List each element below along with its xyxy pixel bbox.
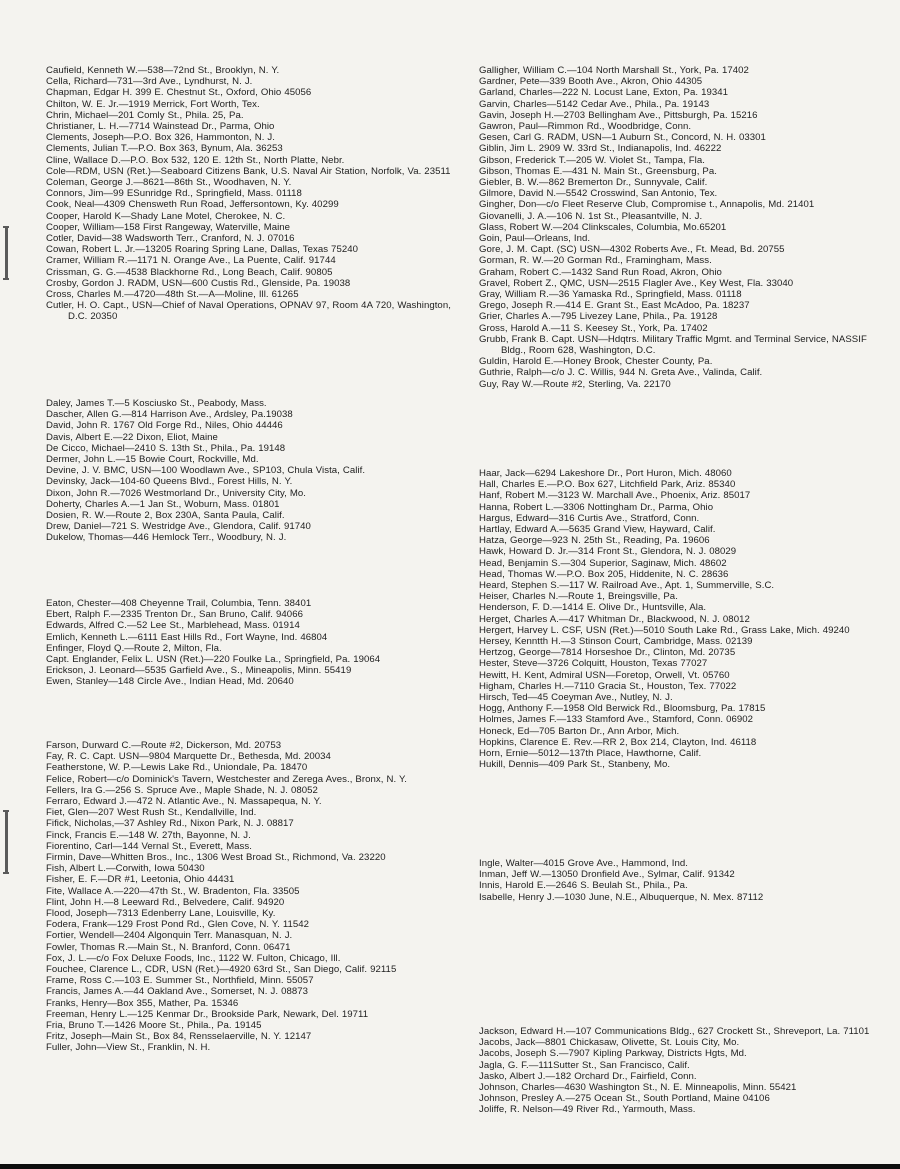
directory-entry: Emlich, Kenneth L.—6111 East Hills Rd., Fort Wayne, Ind. 46804 xyxy=(46,631,328,643)
directory-entry: Gawron, Paul—Rimmon Rd., Woodbridge, Conn. xyxy=(479,121,692,133)
directory-entry: Innis, Harold E.—2646 S. Beulah St., Phila., Pa. xyxy=(479,880,688,892)
directory-entry: Hukill, Dennis—409 Park St., Stanbeny, Mo. xyxy=(479,759,671,771)
binding-mark xyxy=(5,226,8,280)
directory-entry: Galligher, William C.—104 North Marshall St., York, Pa. 17402 xyxy=(479,65,749,76)
directory-entry: Guldin, Harold E.—Honey Brook, Chester County, Pa. xyxy=(479,356,713,368)
directory-entry: Enfinger, Floyd Q.—Route 2, Milton, Fla. xyxy=(46,642,222,654)
binding-mark xyxy=(5,810,8,874)
directory-entry: Ebert, Ralph F.—2335 Trenton Dr., San Bruno, Calif. 94066 xyxy=(46,609,303,621)
directory-entry: Hertzog, George—7814 Horseshoe Dr., Clinton, Md. 20735 xyxy=(479,647,736,659)
directory-entry: Felice, Robert—c/o Dominick's Tavern, Westchester and Zerega Aves., Bronx, N. Y. xyxy=(46,773,407,785)
directory-entry: Fite, Wallace A.—220—47th St., W. Bradenton, Fla. 33505 xyxy=(46,885,300,897)
directory-entry: Hanna, Robert L.—3306 Nottingham Dr., Parma, Ohio xyxy=(479,501,714,513)
directory-entry: Freeman, Henry L.—125 Kenmar Dr., Brookside Park, Newark, Del. 19711 xyxy=(46,1008,369,1020)
directory-entry: Caufield, Kenneth W.—538—72nd St., Brooklyn, N. Y. xyxy=(46,65,280,76)
directory-entry: Guy, Ray W.—Route #2, Sterling, Va. 22170 xyxy=(479,378,671,390)
directory-group-h xyxy=(479,468,891,770)
page-bottom-edge xyxy=(0,1164,900,1169)
directory-entry: Hanf, Robert M.—3123 W. Marchall Ave., Phoenix, Ariz. 85017 xyxy=(479,490,751,502)
directory-entry: Joliffe, R. Nelson—49 River Rd., Yarmouth, Mass. xyxy=(479,1104,696,1116)
directory-entry: Cline, Wallace D.—P.O. Box 532, 120 E. 12th St., North Platte, Nebr. xyxy=(46,154,345,166)
directory-entry: Capt. Englander, Felix L. USN (Ret.)—220 Foulke La., Springfield, Pa. 19064 xyxy=(46,654,381,666)
directory-entry: Jagla, G. F.—111Sutter St., San Francisco, Calif. xyxy=(479,1059,690,1071)
directory-entry: Gardner, Pete—339 Booth Ave., Akron, Ohio 44305 xyxy=(479,76,703,88)
directory-entry: Giebler, B. W.—862 Bremerton Dr., Sunnyvale, Calif. xyxy=(479,177,708,189)
directory-group-d xyxy=(46,398,466,544)
directory-entry: Dermer, John L.—15 Bowie Court, Rockville, Md. xyxy=(46,454,259,466)
directory-entry: Devine, J. V. BMC, USN—100 Woodlawn Ave., SP103, Chula Vista, Calif. xyxy=(46,465,366,477)
directory-entry: Hopkins, Clarence E. Rev.—RR 2, Box 214, Clayton, Ind. 46118 xyxy=(479,736,757,748)
directory-entry: Farson, Durward C.—Route #2, Dickerson, Md. 20753 xyxy=(46,740,282,751)
directory-entry: Garvin, Charles—5142 Cedar Ave., Phila., Pa. 19143 xyxy=(479,98,710,110)
directory-entry: De Cicco, Michael—2410 S. 13th St., Phila., Pa. 19148 xyxy=(46,442,286,454)
directory-entry: Dascher, Allen G.—814 Harrison Ave., Ardsley, Pa.19038 xyxy=(46,409,293,421)
directory-entry: Cooper, William—158 First Rangeway, Waterville, Maine xyxy=(46,221,291,233)
directory-entry: Gross, Harold A.—11 S. Keesey St., York, Pa. 17402 xyxy=(479,322,708,334)
directory-entry: Ferraro, Edward J.—472 N. Atlantic Ave., N. Massapequa, N. Y. xyxy=(46,796,322,808)
directory-entry: Cross, Charles M.—4720—48th St.—A—Moline, Ill. 61265 xyxy=(46,289,299,301)
directory-entry: Daley, James T.—5 Kosciusko St., Peabody, Mass. xyxy=(46,398,267,409)
directory-entry: Frame, Ross C.—103 E. Summer St., Northfield, Minn. 55057 xyxy=(46,975,314,987)
directory-entry: Gavin, Joseph H.—2703 Bellingham Ave., Pittsburgh, Pa. 15216 xyxy=(479,109,758,121)
directory-entry: Fox, J. L.—c/o Fox Deluxe Foods, Inc., 1122 W. Fulton, Chicago, Ill. xyxy=(46,952,341,964)
directory-entry: Hester, Steve—3726 Colquitt, Houston, Texas 77027 xyxy=(479,658,708,670)
directory-entry: Grubb, Frank B. Capt. USN—Hdqtrs. Military Traffic Mgmt. and Terminal Service, NASSIF Bldg., Room 628, Washington, D.C. xyxy=(479,333,867,357)
directory-entry: Dixon, John R.—7026 Westmorland Dr., University City, Mo. xyxy=(46,487,306,499)
directory-entry: Connors, Jim—99 ESunridge Rd., Springfield, Mass. 01118 xyxy=(46,188,302,200)
directory-entry: Edwards, Alfred C.—52 Lee St., Marblehead, Mass. 01914 xyxy=(46,620,300,632)
directory-entry: Gravel, Robert Z., QMC, USN—2515 Flagler Ave., Key West, Fla. 33040 xyxy=(479,277,794,289)
directory-entry: Gibson, Thomas E.—431 N. Main St., Greensburg, Pa. xyxy=(479,165,717,177)
directory-entry: Fifick, Nicholas,—37 Ashley Rd., Nixon Park, N. J. 08817 xyxy=(46,818,294,830)
directory-entry: Fouchee, Clarence L., CDR, USN (Ret.)—4920 63rd St., San Diego, Calif. 92115 xyxy=(46,964,397,976)
directory-entry: Franks, Henry—Box 355, Mather, Pa. 15346 xyxy=(46,997,239,1009)
directory-entry: Giovanelli, J. A.—106 N. 1st St., Pleasantville, N. J. xyxy=(479,210,703,222)
directory-entry: Hersey, Kenntth H.—3 Stinson Court, Cambridge, Mass. 02139 xyxy=(479,636,753,648)
directory-entry: Ewen, Stanley—148 Circle Ave., Indian Head, Md. 20640 xyxy=(46,676,294,688)
directory-entry: Fellers, Ira G.—256 S. Spruce Ave., Maple Shade, N. J. 08052 xyxy=(46,784,318,796)
directory-entry: Cole—RDM, USN (Ret.)—Seaboard Citizens Bank, U.S. Naval Air Station, Norfolk, Va. 23511 xyxy=(46,165,451,177)
directory-entry: Chapman, Edgar H. 399 E. Chestnut St., Oxford, Ohio 45056 xyxy=(46,87,312,99)
directory-entry: Christianer, L. H.—7714 Wainstead Dr., Parma, Ohio xyxy=(46,121,275,133)
directory-entry: Francis, James A.—44 Oakland Ave., Somerset, N. J. 08873 xyxy=(46,986,309,998)
directory-entry: Dosien, R. W.—Route 2, Box 230A, Santa Paula, Calif. xyxy=(46,510,285,522)
directory-entry: Isabelle, Henry J.—1030 June, N.E., Albuquerque, N. Mex. 87112 xyxy=(479,891,764,903)
directory-entry: Hewitt, H. Kent, Admiral USN—Foretop, Orwell, Vt. 05760 xyxy=(479,669,730,681)
directory-entry: Firmin, Dave—Whitten Bros., Inc., 1306 West Broad St., Richmond, Va. 23220 xyxy=(46,852,386,864)
directory-entry: Johnson, Charles—4630 Washington St., N. E. Minneapolis, Minn. 55421 xyxy=(479,1082,797,1094)
directory-entry: Johnson, Presley A.—275 Ocean St., South Portland, Maine 04106 xyxy=(479,1093,770,1105)
directory-entry: Eaton, Chester—408 Cheyenne Trail, Columbia, Tenn. 38401 xyxy=(46,598,312,609)
directory-entry: Heiser, Charles N.—Route 1, Breingsville, Pa. xyxy=(479,591,678,603)
directory-entry: Hall, Charles E.—P.O. Box 627, Litchfield Park, Ariz. 85340 xyxy=(479,479,736,491)
directory-group-e xyxy=(46,598,466,688)
directory-entry: Featherstone, W. P.—Lewis Lake Rd., Uniondale, Pa. 18470 xyxy=(46,762,308,774)
directory-entry: Fisher, E. F.—DR #1, Leetonia, Ohio 44431 xyxy=(46,874,235,886)
directory-entry: Inman, Jeff W.—13050 Dronfield Ave., Sylmar, Calif. 91342 xyxy=(479,869,735,881)
directory-entry: Gray, William R.—36 Yamaska Rd., Springfield, Mass. 01118 xyxy=(479,289,742,301)
directory-entry: Ingle, Walter—4015 Grove Ave., Hammond, Ind. xyxy=(479,858,688,869)
directory-entry: Glass, Robert W.—204 Clinkscales, Columbia, Mo.65201 xyxy=(479,221,727,233)
directory-entry: Crissman, G. G.—4538 Blackhorne Rd., Long Beach, Calif. 90805 xyxy=(46,266,333,278)
directory-entry: Gesen, Carl G. RADM, USN—1 Auburn St., Concord, N. H. 03301 xyxy=(479,132,766,144)
directory-entry: Jacobs, Joseph S.—7907 Kipling Parkway, Districts Hgts, Md. xyxy=(479,1048,747,1060)
directory-entry: Fowler, Thomas R.—Main St., N. Branford, Conn. 06471 xyxy=(46,941,291,953)
directory-entry: Giblin, Jim L. 2909 W. 33rd St., Indianapolis, Ind. 46222 xyxy=(479,143,722,155)
directory-entry: Hogg, Anthony F.—1958 Old Berwick Rd., Bloomsburg, Pa. 17815 xyxy=(479,703,766,715)
directory-entry: Holmes, James F.—133 Stamford Ave., Stamford, Conn. 06902 xyxy=(479,714,754,726)
directory-entry: Fish, Albert L.—Corwith, Iowa 50430 xyxy=(46,863,205,875)
directory-entry: Heard, Stephen S.—117 W. Railroad Ave., Apt. 1, Summerville, S.C. xyxy=(479,580,775,592)
directory-entry: Crosby, Gordon J. RADM, USN—600 Custis Rd., Glenside, Pa. 19038 xyxy=(46,277,351,289)
directory-entry: Fay, R. C. Capt. USN—9804 Marquette Dr., Bethesda, Md. 20034 xyxy=(46,751,331,763)
directory-entry: Coleman, George J.—8621—86th St., Woodhaven, N. Y. xyxy=(46,177,292,189)
directory-entry: Grier, Charles A.—795 Livezey Lane, Phila., Pa. 19128 xyxy=(479,311,718,323)
directory-entry: Cramer, William R.—1171 N. Orange Ave., La Puente, Calif. 91744 xyxy=(46,255,336,267)
directory-entry: Hartlay, Edward A.—5635 Grand View, Hayward, Calif. xyxy=(479,524,716,536)
directory-entry: Guthrie, Ralph—c/o J. C. Willis, 944 N. Greta Ave., Valinda, Calif. xyxy=(479,367,763,379)
directory-entry: Fria, Bruno T.—1426 Moore St., Phila., Pa. 19145 xyxy=(46,1020,262,1032)
directory-entry: Grego, Joseph R.—414 E. Grant St., East McAdoo, Pa. 18237 xyxy=(479,300,750,312)
directory-entry: Fuller, John—View St., Franklin, N. H. xyxy=(46,1042,211,1054)
directory-entry: Hatza, George—923 N. 25th St., Reading, Pa. 19606 xyxy=(479,535,710,547)
directory-entry: Horn, Ernie—5012—137th Place, Hawthorne, Calif. xyxy=(479,748,702,760)
directory-entry: Graham, Robert C.—1432 Sand Run Road, Akron, Ohio xyxy=(479,266,722,278)
directory-entry: Doherty, Charles A.—1 Jan St., Woburn, Mass. 01801 xyxy=(46,498,280,510)
directory-entry: Devinsky, Jack—104-60 Queens Blvd., Forest Hills, N. Y. xyxy=(46,476,293,488)
directory-entry: Honeck, Ed—705 Barton Dr., Ann Arbor, Mich. xyxy=(479,725,680,737)
directory-entry: Clements, Joseph—P.O. Box 326, Hammonton, N. J. xyxy=(46,132,275,144)
directory-entry: Fiorentino, Carl—144 Vernal St., Everett, Mass. xyxy=(46,840,252,852)
directory-entry: Jasko, Albert J.—182 Orchard Dr., Fairfield, Conn. xyxy=(479,1070,697,1082)
directory-group-c xyxy=(46,65,466,323)
directory-entry: Haar, Jack—6294 Lakeshore Dr., Port Huron, Mich. 48060 xyxy=(479,468,732,479)
directory-entry: Hergert, Harvey L. CSF, USN (Ret.)—5010 South Lake Rd., Grass Lake, Mich. 49240 xyxy=(479,624,850,636)
directory-entry: Clements, Julian T.—P.O. Box 363, Bynum, Ala. 36253 xyxy=(46,143,283,155)
directory-entry: Erickson, J. Leonard—5535 Garfield Ave., S., Mineapolis, Minn. 55419 xyxy=(46,665,352,677)
directory-entry: Fortier, Wendell—2404 Algonquin Terr. Manasquan, N. J. xyxy=(46,930,293,942)
directory-entry: Finck, Francis E.—148 W. 27th, Bayonne, N. J. xyxy=(46,829,251,841)
directory-entry: Gore, J. M. Capt. (SC) USN—4302 Roberts Ave., Ft. Mead, Bd. 20755 xyxy=(479,244,785,256)
directory-entry: Hirsch, Ted—45 Coeyman Ave., Nutley, N. J. xyxy=(479,692,673,704)
directory-entry: Hawk, Howard D. Jr.—314 Front St., Glendora, N. J. 08029 xyxy=(479,546,737,558)
directory-entry: Gibson, Frederick T.—205 W. Violet St., Tampa, Fla. xyxy=(479,154,705,166)
directory-entry: Drew, Daniel—721 S. Westridge Ave., Glendora, Calif. 91740 xyxy=(46,521,311,533)
directory-entry: Cella, Richard—731—3rd Ave., Lyndhurst, N. J. xyxy=(46,76,253,88)
directory-entry: Fritz, Joseph—Main St., Box 84, Rensselaerville, N. Y. 12147 xyxy=(46,1031,312,1043)
directory-entry: Cotler, David—38 Wadsworth Terr., Cranford, N. J. 07016 xyxy=(46,233,295,245)
directory-entry: Cooper, Harold K—Shady Lane Motel, Cherokee, N. C. xyxy=(46,210,286,222)
directory-entry: Fodera, Frank—129 Frost Pond Rd., Glen Cove, N. Y. 11542 xyxy=(46,919,310,931)
directory-group-g xyxy=(479,65,891,390)
directory-entry: Head, Benjamin S.—304 Superior, Saginaw, Mich. 48602 xyxy=(479,557,727,569)
directory-entry: Flint, John H.—8 Leeward Rd., Belvedere, Calif. 94920 xyxy=(46,896,285,908)
directory-entry: Henderson, F. D.—1414 E. Olive Dr., Huntsville, Ala. xyxy=(479,602,707,614)
directory-entry: Flood, Joseph—7313 Edenberry Lane, Louisville, Ky. xyxy=(46,908,276,920)
directory-entry: Davis, Albert E.—22 Dixon, Eliot, Maine xyxy=(46,431,218,443)
directory-entry: Head, Thomas W.—P.O. Box 205, Hiddenite, N. C. 28636 xyxy=(479,568,729,580)
directory-entry: Gilmore, David N.—5542 Crosswind, San Antonio, Tex. xyxy=(479,188,718,200)
directory-entry: Herget, Charles A.—417 Whitman Dr., Blackwood, N. J. 08012 xyxy=(479,613,750,625)
directory-entry: Chilton, W. E. Jr.—1919 Merrick, Fort Worth, Tex. xyxy=(46,98,260,110)
directory-entry: Cowan, Robert L. Jr.—13205 Roaring Spring Lane, Dallas, Texas 75240 xyxy=(46,244,358,256)
directory-group-j xyxy=(479,1026,891,1116)
directory-group-i xyxy=(479,858,891,903)
directory-entry: Cook, Neal—4309 Chensweth Run Road, Jeffersontown, Ky. 40299 xyxy=(46,199,339,211)
directory-group-f xyxy=(46,740,466,1054)
directory-entry: Hargus, Edward—316 Curtis Ave., Stratford, Conn. xyxy=(479,512,700,524)
directory-entry: Jacobs, Jack—8801 Chickasaw, Olivette, St. Louis City, Mo. xyxy=(479,1037,740,1049)
directory-entry: David, John R. 1767 Old Forge Rd., Niles, Ohio 44446 xyxy=(46,420,283,432)
directory-entry: Cutler, H. O. Capt., USN—Chief of Naval Operations, OPNAV 97, Room 4A 720, Washington, D.C. 20350 xyxy=(46,300,451,323)
directory-entry: Goin, Paul—Orleans, Ind. xyxy=(479,233,591,245)
directory-entry: Gingher, Don—c/o Fleet Reserve Club, Compromise t., Annapolis, Md. 21401 xyxy=(479,199,815,211)
directory-entry: Dukelow, Thomas—446 Hemlock Terr., Woodbury, N. J. xyxy=(46,532,287,544)
directory-entry: Garland, Charles—222 N. Locust Lane, Exton, Pa. 19341 xyxy=(479,87,729,99)
directory-entry: Higham, Charles H.—7110 Gracia St., Houston, Tex. 77022 xyxy=(479,680,737,692)
directory-entry: Chrin, Michael—201 Comly St., Phila. 25, Pa. xyxy=(46,109,244,121)
directory-entry: Gorman, R. W.—20 Gorman Rd., Framingham, Mass. xyxy=(479,255,712,267)
directory-entry: Fiet, Glen—207 West Rush St., Kendallville, Ind. xyxy=(46,807,257,819)
directory-entry: Jackson, Edward H.—107 Communications Bldg., 627 Crockett St., Shreveport, La. 71101 xyxy=(479,1026,870,1037)
